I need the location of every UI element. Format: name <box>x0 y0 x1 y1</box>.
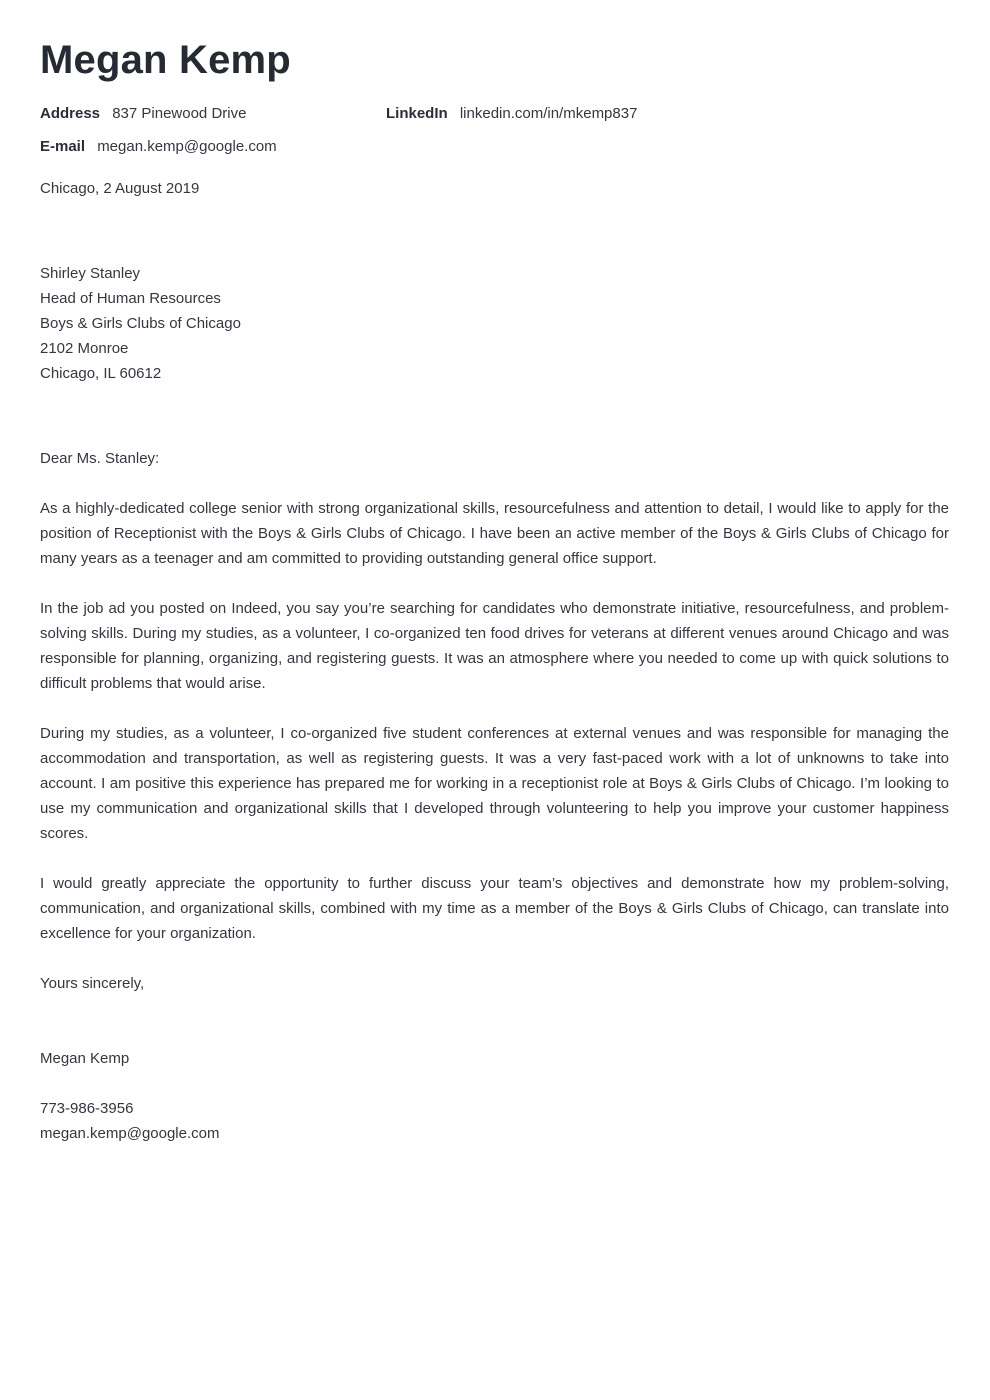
closing: Yours sincerely, <box>40 975 145 992</box>
recipient-organization: Boys & Girls Clubs of Chicago <box>40 315 241 332</box>
body-paragraph: During my studies, as a volunteer, I co-organized five student conferences at external venues and was responsible for managing the accommodation and transportation, as well as registering guests. It was a very fast-paced work with a lot of unknowns to take into account. I am positive this experience has prepared me for working in a receptionist role at Boys & Girls Clubs of Chicago. I’m looking to use my communication and organizational skills that I developed through volunteering to help you improve your customer happiness scores. <box>40 725 949 842</box>
signature-name: Megan Kemp <box>40 1050 130 1067</box>
linkedin-value[interactable]: linkedin.com/in/mkemp837 <box>459 105 638 122</box>
address-label: Address <box>40 105 101 122</box>
body-paragraph: In the job ad you posted on Indeed, you say you’re searching for candidates who demonstrate initiative, resourcefulness, and problem-solving skills. During my studies, as a volunteer, I co-organized ten food drives for veterans at different venues around Chicago and was responsible for planning, organizing, and registering guests. It was an atmosphere where you needed to come up with quick solutions to difficult problems that would arise. <box>40 600 949 692</box>
recipient-city: Chicago, IL 60612 <box>40 365 162 382</box>
contact-linkedin <box>386 104 637 124</box>
letter-date: Chicago, 2 August 2019 <box>40 180 200 197</box>
recipient-street: 2102 Monroe <box>40 340 129 357</box>
address-value: 837 Pinewood Drive <box>112 105 247 122</box>
email-value[interactable]: megan.kemp@google.com <box>97 138 277 155</box>
recipient-name: Shirley Stanley <box>40 265 141 282</box>
signature-phone: 773-986-3956 <box>40 1100 134 1117</box>
linkedin-label: LinkedIn <box>386 105 448 122</box>
recipient-title: Head of Human Resources <box>40 290 221 307</box>
recipient-block <box>40 261 949 386</box>
greeting: Dear Ms. Stanley: <box>40 450 160 467</box>
signature-contact <box>40 1096 949 1146</box>
body-paragraph: As a highly-dedicated college senior with strong organizational skills, resourcefulness and attention to detail, I would like to apply for the position of Receptionist with the Boys & Girls Clubs of Chicago. I have been an active member of the Boys & Girls Clubs of Chicago for many years as a teenager and am committed to providing outstanding general office support. <box>40 500 949 567</box>
body-paragraph: I would greatly appreciate the opportunity to further discuss your team’s objectives and demonstrate how my problem-solving, communication, and organizational skills, combined with my time as a member of the Boys & Girls Clubs of Chicago, can translate into excellence for your organization. <box>40 875 949 942</box>
contact-details <box>40 104 949 162</box>
email-label: E-mail <box>40 138 86 155</box>
contact-address <box>40 104 246 124</box>
applicant-name: Megan Kemp <box>40 38 291 82</box>
signature-email[interactable]: megan.kemp@google.com <box>40 1125 220 1142</box>
contact-email <box>40 137 277 157</box>
